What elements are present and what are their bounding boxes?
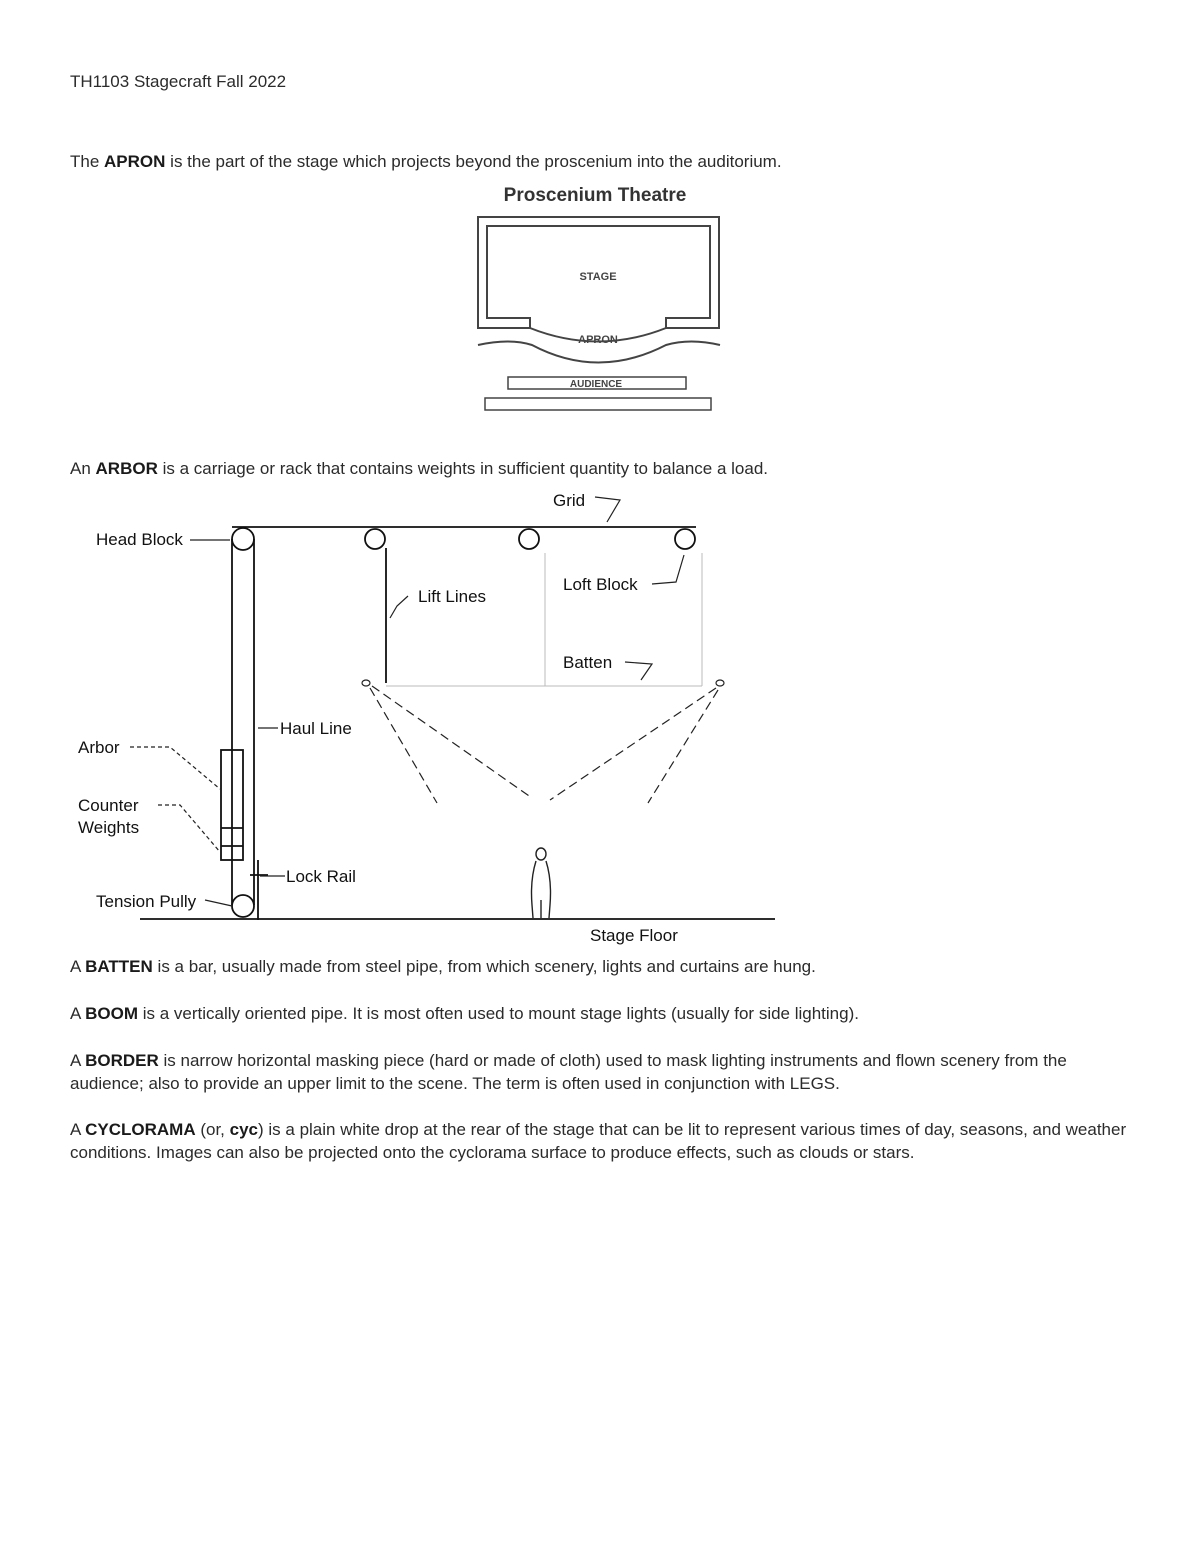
arbor-definition — [70, 457, 768, 480]
batten-post: is a bar, usually made from steel pipe, from which scenery, lights and curtains are hung. — [152, 957, 816, 976]
person-figure — [532, 848, 551, 918]
proscenium-diagram — [470, 180, 730, 420]
label-grid: Grid — [553, 491, 586, 510]
loft-block-2 — [519, 529, 539, 549]
boom-post: is a vertically oriented pipe. It is most often used to mount stage lights (usually for side lighting). — [138, 1004, 859, 1023]
label-arbor: Arbor — [78, 738, 120, 757]
apron-label: APRON — [578, 334, 618, 346]
head-block-pulley — [232, 528, 254, 550]
cyclorama-mid: (or, — [195, 1120, 230, 1139]
proscenium-title: Proscenium Theatre — [503, 185, 687, 206]
fly-system-diagram — [0, 480, 800, 950]
label-haul-line: Haul Line — [280, 719, 352, 738]
audience-label: AUDIENCE — [569, 379, 623, 390]
arbor-post: is a carriage or rack that contains weights in sufficient quantity to balance a load. — [157, 459, 769, 478]
page-header: TH1103 Stagecraft Fall 2022 — [70, 72, 287, 91]
apron-pre: The — [70, 152, 105, 171]
cyclorama-term: CYCLORAMA — [85, 1120, 196, 1139]
arbor-pre: An — [70, 459, 96, 478]
apron-post: is the part of the stage which projects beyond the proscenium into the auditorium. — [165, 152, 782, 171]
batten-definition — [70, 955, 816, 978]
cyclorama-post: ) is a plain white drop at the rear of the stage that can be lit to represent various times of day, seasons, and weather conditions. Images can also be projected onto the cyclorama surface to produce effects, such as clouds or stars. — [70, 1120, 1127, 1162]
label-counter: Counter — [78, 796, 139, 815]
stage-label: STAGE — [579, 271, 617, 283]
label-loft-block: Loft Block — [563, 575, 638, 594]
apron-term: APRON — [104, 152, 166, 171]
cyc-term: cyc — [229, 1120, 259, 1139]
border-pre: A — [70, 1051, 86, 1070]
loft-block-3 — [675, 529, 695, 549]
boom-pre: A — [70, 1004, 86, 1023]
label-weights: Weights — [78, 818, 140, 837]
border-definition — [70, 1049, 1130, 1095]
cyclorama-definition — [70, 1118, 1130, 1164]
label-batten: Batten — [563, 653, 613, 672]
label-head-block: Head Block — [96, 530, 183, 549]
label-lift-lines: Lift Lines — [418, 587, 487, 606]
loft-block-1 — [365, 529, 385, 549]
boom-definition — [70, 1002, 859, 1025]
label-stage-floor: Stage Floor — [590, 926, 678, 945]
apron-definition — [70, 150, 782, 173]
batten-pre: A — [70, 957, 86, 976]
boom-term: BOOM — [85, 1004, 139, 1023]
cyclorama-pre: A — [70, 1120, 86, 1139]
border-term: BORDER — [85, 1051, 159, 1070]
tension-pulley — [232, 895, 254, 917]
label-lock-rail: Lock Rail — [286, 867, 356, 886]
label-tension-pully: Tension Pully — [96, 892, 197, 911]
batten-term: BATTEN — [85, 957, 153, 976]
arbor-term: ARBOR — [95, 459, 158, 478]
border-post: is narrow horizontal masking piece (hard or made of cloth) used to mask lighting instruments and flown scenery from the audience; also to provide an upper limit to the scene. The term is often used in conjunction with LEGS. — [70, 1051, 1067, 1093]
